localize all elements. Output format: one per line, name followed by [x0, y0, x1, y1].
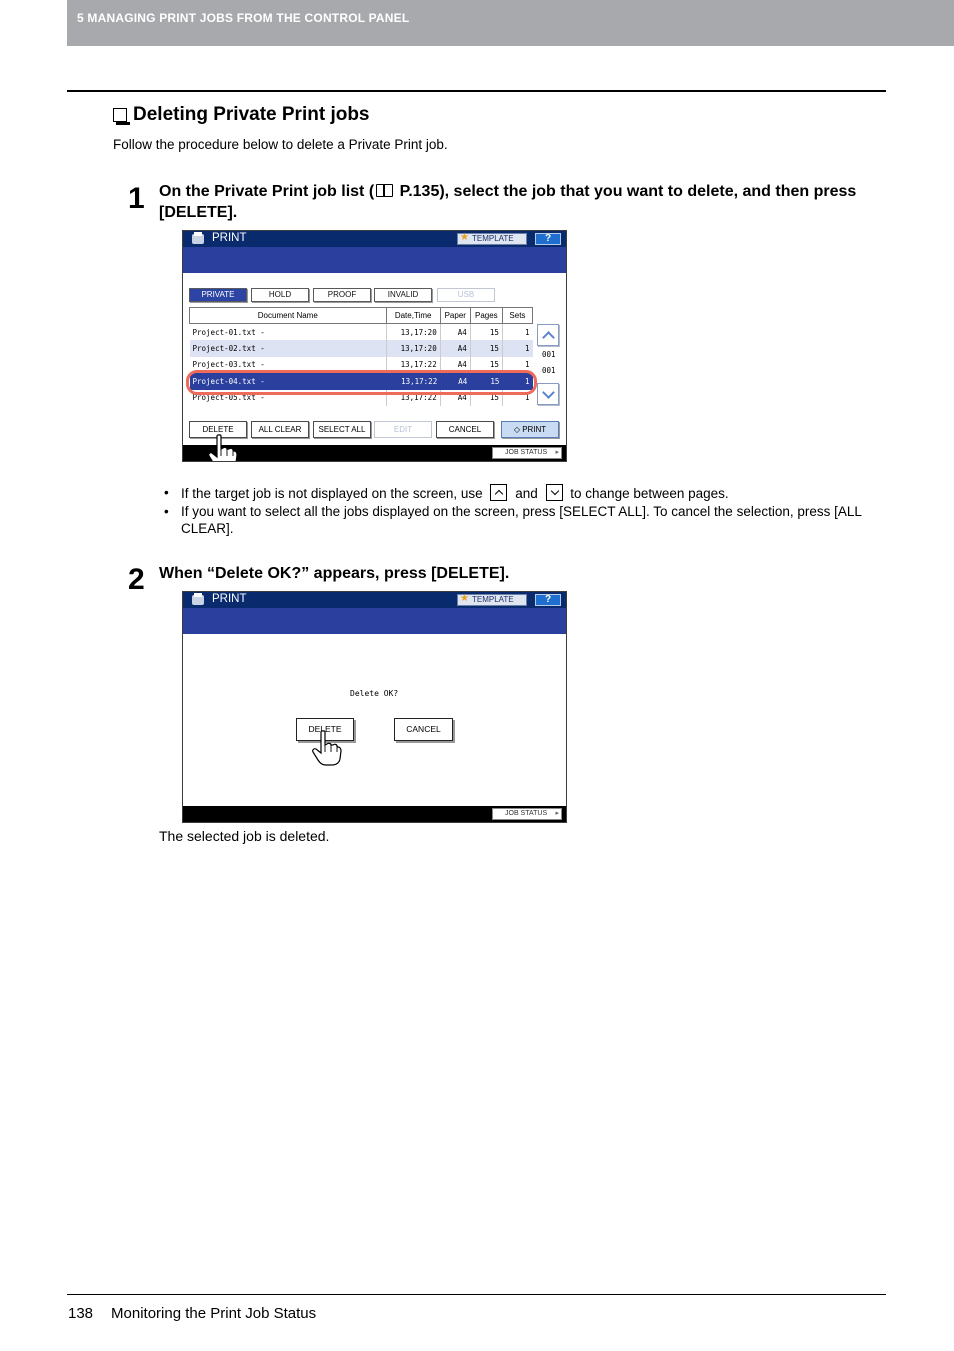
section-title: Deleting Private Print jobs: [133, 104, 370, 125]
screen-title-bar: [183, 592, 566, 608]
template-label: TEMPLATE: [472, 595, 514, 604]
section-intro: Follow the procedure below to delete a Private Print job.: [113, 137, 448, 152]
printer-icon: [192, 234, 204, 244]
job-sets: 1: [524, 327, 530, 337]
job-date-time: 13,17:22: [386, 390, 440, 407]
step-1-text-a: On the Private Print job list (: [159, 183, 375, 200]
column-header-document-name: Document Name: [190, 308, 387, 324]
star-icon: ★: [460, 232, 469, 243]
job-date-time: 13,17:22: [386, 357, 440, 374]
chapter-title: 5 MANAGING PRINT JOBS FROM THE CONTROL PANEL: [77, 11, 410, 25]
pointing-hand-icon: [312, 730, 342, 766]
delete-button[interactable]: DELETE: [189, 421, 247, 438]
tab-usb: USB: [437, 288, 495, 302]
help-button[interactable]: ?: [535, 233, 561, 245]
book-reference-icon: [376, 184, 393, 197]
section-heading: [113, 104, 370, 126]
job-row[interactable]: [190, 340, 533, 357]
current-page: 001: [542, 350, 556, 359]
chapter-header-bar: [67, 0, 954, 46]
print-label: PRINT: [522, 425, 547, 434]
print-button[interactable]: [501, 421, 559, 438]
job-document-name: Project-02.txt -: [190, 340, 387, 357]
printer-icon: [192, 595, 204, 605]
tip-select-all: • If you want to select all the jobs displayed on the screen, press [SELECT ALL]. To cancel the selection, press [ALL CLEAR].: [164, 503, 886, 537]
job-pages: 15: [470, 390, 502, 407]
template-button[interactable]: [457, 233, 527, 245]
screen-message-area: [183, 247, 566, 273]
star-icon: ★: [460, 593, 469, 604]
column-header-sets: Sets: [502, 308, 532, 324]
job-document-name: Project-03.txt -: [190, 357, 387, 374]
job-pages: 15: [470, 373, 502, 390]
job-date-time: 13,17:20: [386, 324, 440, 341]
checkbox-icon: [113, 108, 127, 122]
confirm-cancel-button[interactable]: CANCEL: [394, 718, 453, 741]
job-row[interactable]: [190, 324, 533, 341]
footer-title: Monitoring the Print Job Status: [111, 1305, 317, 1322]
column-header-date-time: Date,Time: [386, 308, 440, 324]
up-arrow-icon: [490, 484, 507, 501]
section-rule: [67, 90, 886, 92]
page-up-button[interactable]: [537, 324, 559, 346]
edit-button: EDIT: [374, 421, 432, 438]
page-number: 138: [68, 1305, 94, 1322]
job-sets: 1: [502, 340, 532, 357]
template-button[interactable]: [457, 594, 527, 606]
step-number-2: 2: [128, 563, 145, 596]
job-pages: 15: [470, 340, 502, 357]
tips-list: [164, 484, 886, 537]
screen-title: PRINT: [212, 593, 247, 605]
down-arrow-icon: [546, 484, 563, 501]
help-button[interactable]: ?: [535, 594, 561, 606]
step-2-instruction: When “Delete OK?” appears, press [DELETE].: [159, 565, 510, 582]
step-1-instruction: [159, 181, 886, 223]
delete-confirm-prompt: Delete OK?: [350, 689, 399, 698]
step-1-text-b: P.135), select the job that you want to delete, and then press [DELETE].: [159, 183, 857, 221]
selection-highlight-ring: [186, 370, 537, 395]
job-sets: 1: [502, 373, 532, 390]
screen-title: PRINT: [212, 232, 247, 244]
pointing-hand-icon: [208, 434, 238, 462]
all-clear-button[interactable]: ALL CLEAR: [251, 421, 309, 438]
tab-hold[interactable]: HOLD: [251, 288, 309, 302]
page-down-button[interactable]: [537, 383, 559, 405]
tab-proof[interactable]: PROOF: [313, 288, 371, 302]
job-document-name: Project-05.txt -: [190, 390, 387, 407]
tab-invalid[interactable]: INVALID: [374, 288, 432, 302]
column-header-pages: Pages: [470, 308, 502, 324]
tip-1-text-b: to change between pages.: [570, 486, 729, 501]
select-all-button[interactable]: SELECT ALL: [313, 421, 371, 438]
tip-1-and: and: [515, 486, 538, 501]
total-pages: 001: [542, 366, 556, 375]
footer-rule: [67, 1294, 886, 1295]
job-pages: 15: [470, 324, 502, 341]
job-paper: A4: [440, 390, 470, 407]
confirm-delete-button[interactable]: DELETE: [296, 718, 354, 741]
job-paper: A4: [440, 373, 470, 390]
job-sets: 1: [524, 360, 530, 370]
screen-footer: [183, 445, 566, 461]
print-job-list-screen: [182, 230, 567, 462]
result-text: The selected job is deleted.: [159, 828, 330, 844]
job-pages: 15: [470, 357, 502, 374]
tip-page-navigation: [164, 484, 886, 502]
job-status-button[interactable]: JOB STATUS ▸: [492, 808, 562, 820]
job-paper: A4: [440, 340, 470, 357]
cancel-button[interactable]: CANCEL: [436, 421, 494, 438]
job-status-button[interactable]: JOB STATUS ▸: [492, 447, 562, 459]
column-header-paper: Paper: [440, 308, 470, 324]
screen-message-area: [183, 608, 566, 634]
tip-1-text-a: If the target job is not displayed on the screen, use: [181, 486, 483, 501]
step-number-1: 1: [128, 182, 145, 215]
job-paper: A4: [440, 357, 470, 374]
job-document-name: Project-01.txt -: [190, 324, 387, 341]
screen-footer: [183, 806, 566, 822]
delete-confirm-screen: [182, 591, 567, 823]
job-date-time: 13,17:20: [386, 340, 440, 357]
print-diamond-icon: ◇: [513, 425, 523, 434]
job-document-name: Project-04.txt -: [190, 373, 387, 390]
job-date-time: 13,17:22: [386, 373, 440, 390]
job-paper: A4: [440, 324, 470, 341]
job-sets: 1: [524, 393, 530, 403]
tab-private[interactable]: PRIVATE: [189, 288, 247, 302]
template-label: TEMPLATE: [472, 234, 514, 243]
page-footer: [68, 1305, 334, 1322]
screen-title-bar: [183, 231, 566, 247]
